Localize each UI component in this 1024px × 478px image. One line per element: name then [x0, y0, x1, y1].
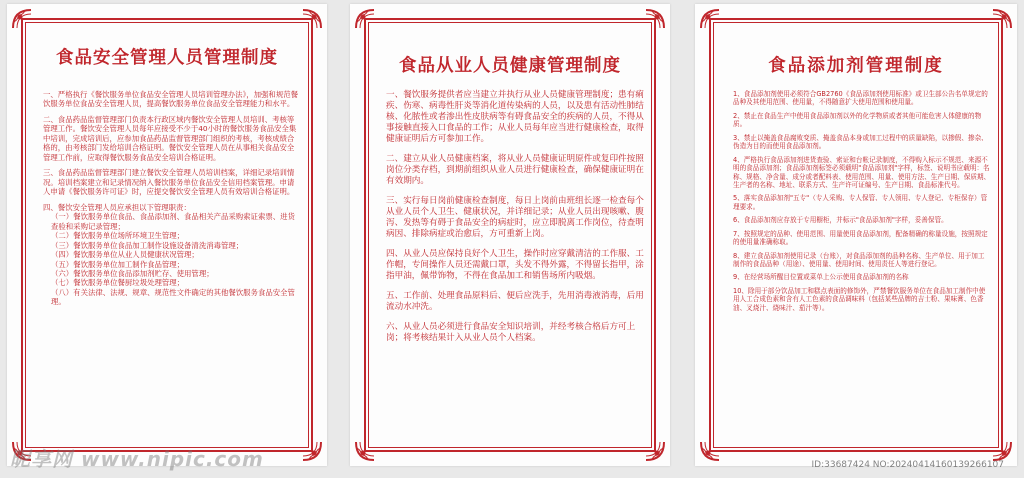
- rule-item: 五、工作前、处理食品原料后、便后应洗手，先用消毒液消毒，后用流动水冲洗。: [386, 291, 644, 312]
- rule-item: 一、严格执行《餐饮服务单位食品安全管理人员培训管理办法》，加强和规范餐饮服务单位食品安全管理人员，提高餐饮服务单位食品安全管理能力和水平。: [43, 90, 298, 109]
- ornament-corner-icon: [11, 8, 33, 30]
- rule-item: 8、建立食品添加剂使用记录（台账），对食品添加剂的品种名称、生产单位、用于加工制作的食品品种（用途）、使用量、使用时间、使用责任人等进行登记。: [733, 251, 985, 268]
- rule-item: 5、落实食品添加剂"五专"（专人采购、专人保管、专人领用、专人登记、专柜保存）管理要求。: [733, 194, 988, 211]
- panel-title: 食品从业人员健康管理制度: [399, 56, 621, 76]
- ornament-corner-icon: [301, 440, 323, 462]
- rule-item: 1、食品添加剂使用必须符合GB2760《食品添加剂使用标准》或卫生部公告名单规定的品种及其使用范围、使用量，不得随意扩大使用范围和使用量。: [733, 90, 988, 107]
- ornament-corner-icon: [644, 8, 666, 30]
- rule-subitem: （四）餐饮服务单位从业人员健康状况管理；: [51, 250, 199, 260]
- rule-item: 3、禁止以掩盖食品腐败变质、掩盖食品本身或加工过程中的质量缺陷，以掺假、掺杂、伪造为目的而使用食品添加剂。: [733, 133, 988, 151]
- rule-item: 四、从业人员应保持良好个人卫生，操作时应穿戴清洁的工作服、工作帽，专间操作人员还需戴口罩，头发不得外露，不得留长指甲，涂指甲油，佩带饰物，不得在食品加工和销售场所内吸烟。: [386, 249, 644, 281]
- ornament-corner-icon: [991, 440, 1013, 462]
- panel-employee-health: [350, 4, 670, 466]
- rule-subitem: （六）餐饮服务单位食品添加剂贮存、使用管理；: [51, 268, 214, 278]
- rule-item: 二、建立从业人员健康档案，将从业人员健康证明原件或复印件按照岗位分类存档，到期前组织从业人员进行健康检查，确保健康证明在有效期内。: [386, 154, 644, 186]
- rule-item: 二、食品药品监督管理部门负责本行政区域内餐饮安全管理人员培训、考核等管理工作。餐饮安全管理人员每年应接受不少于40小时的餐饮服务食品安全集中培训，完成培训后，应参加食品药品监督管理部门组织的考核，考核成绩合格的，由考核部门发给培训合格证明。餐饮安全管理人员在从事相关食品安全管理工作前，应取得餐饮服务食品安全培训合格证明。: [43, 114, 297, 162]
- rule-item: 三、食品药品监督管理部门建立餐饮安全管理人员培训档案，详细记录培训情况。培训档案建立和记录情况纳入餐饮服务单位食品安全信用档案管理。申请人申请《餐饮服务许可证》时，应提交餐饮安全管理人员有效培训合格证明。: [43, 168, 295, 197]
- rule-item: 6、食品添加剂应存放于专用橱柜，并标示"食品添加剂"字样，妥善保管。: [733, 216, 948, 225]
- rule-subitem: （七）餐饮服务单位餐厨垃圾处理管理；: [51, 278, 185, 288]
- ornament-corner-icon: [301, 8, 323, 30]
- rule-item: 9、在经营场所醒目位置或菜单上公示使用食品添加剂的名称: [733, 273, 909, 282]
- rule-subitem: （五）餐饮服务单位加工制作食品管理；: [51, 259, 185, 269]
- panel-title: 食品安全管理人员管理制度: [56, 48, 278, 68]
- rule-item: 2、禁止在食品生产中使用食品添加剂以外的化学物质或者其他可能危害人体健康的物质。: [733, 111, 982, 129]
- rule-subitem: （二）餐饮服务单位场所环境卫生管理；: [51, 231, 185, 241]
- rule-subitem: （一）餐饮服务单位食品、食品添加剂、食品相关产品采购索证索票、进货查验和采购记录管理；: [51, 212, 295, 231]
- panel-body: [386, 90, 644, 353]
- ornament-corner-icon: [699, 8, 721, 30]
- rule-item: 10、除用于部分饮品加工和糕点表面的修饰外，严禁餐饮服务单位在食品加工制作中使用人工合成色素和含有人工色素的食品调味料（包括某些品牌的吉士粉、果味膏、色香油、叉烧汁、烧味汁、茄汁等）。: [733, 286, 986, 312]
- rule-subitem: （八）有关法律、法规、规章、规范性文件确定的其他餐饮服务食品安全管理。: [51, 287, 295, 307]
- panel-body: [733, 90, 991, 317]
- rule-item: 7、按照规定的品种、使用范围、用量使用食品添加剂，配备精确的称量设施，按照规定的使用量准确称取。: [733, 229, 988, 247]
- watermark-logo: 昵享网 www.nipic.com: [10, 447, 264, 471]
- rule-item: 四、餐饮安全管理人员应承担以下管理职责：: [43, 202, 191, 212]
- rule-subitem: （三）餐饮服务单位食品加工制作设施设备清洗消毒管理；: [51, 240, 244, 250]
- panel-food-additive: [695, 4, 1017, 466]
- ornament-corner-icon: [991, 8, 1013, 30]
- rule-item: 三、实行每日岗前健康检查制度，每日上岗前由班组长逐一检查每个从业人员个人卫生、健康状况，并详细记录；从业人员出现咳嗽、腹泻、发热等有碍于食品安全的病症时，应立即脱离工作岗位，待查明病因、排除病症或治愈后，方可重新上岗。: [386, 196, 644, 239]
- panel-body: [43, 90, 301, 307]
- rule-item: 一、餐饮服务提供者应当建立并执行从业人员健康管理制度；患有痢疾、伤寒、病毒性肝炎等消化道传染病的人员，以及患有活动性肺结核、化脓性或者渗出性皮肤病等有碍食品安全的疾病的人员，不得从事接触直接入口食品的工作；从业人员每年应当进行健康检查，取得健康证明后方可参加工作。: [386, 90, 644, 144]
- panel-food-safety-manager: [7, 4, 327, 466]
- image-id-label: ID:33687424 NO:20240414160139266107: [811, 460, 1004, 470]
- ornament-corner-icon: [644, 440, 666, 462]
- rule-item: 4、严格执行食品添加剂进货查验、索证和台帐记录制度，不得购入标示不规范、来源不明的食品添加剂；食品添加剂标签必须载明"食品添加剂"字样，标签、说明书应载明：名称、规格、净含量、成分或者配料表、使用范围、用量、使用方法、生产日期、保质期、生产者的名称、地址、联系方式、生产许可证编号、生产日期、食品标准代号。: [733, 155, 991, 189]
- ornament-corner-icon: [354, 8, 376, 30]
- ornament-corner-icon: [699, 440, 721, 462]
- ornament-corner-icon: [354, 440, 376, 462]
- rule-item: 六、从业人员必须进行食品安全知识培训，并经考核合格后方可上岗；将考核结果计入从业人员个人档案。: [386, 322, 636, 343]
- panel-title: 食品添加剂管理制度: [768, 56, 944, 76]
